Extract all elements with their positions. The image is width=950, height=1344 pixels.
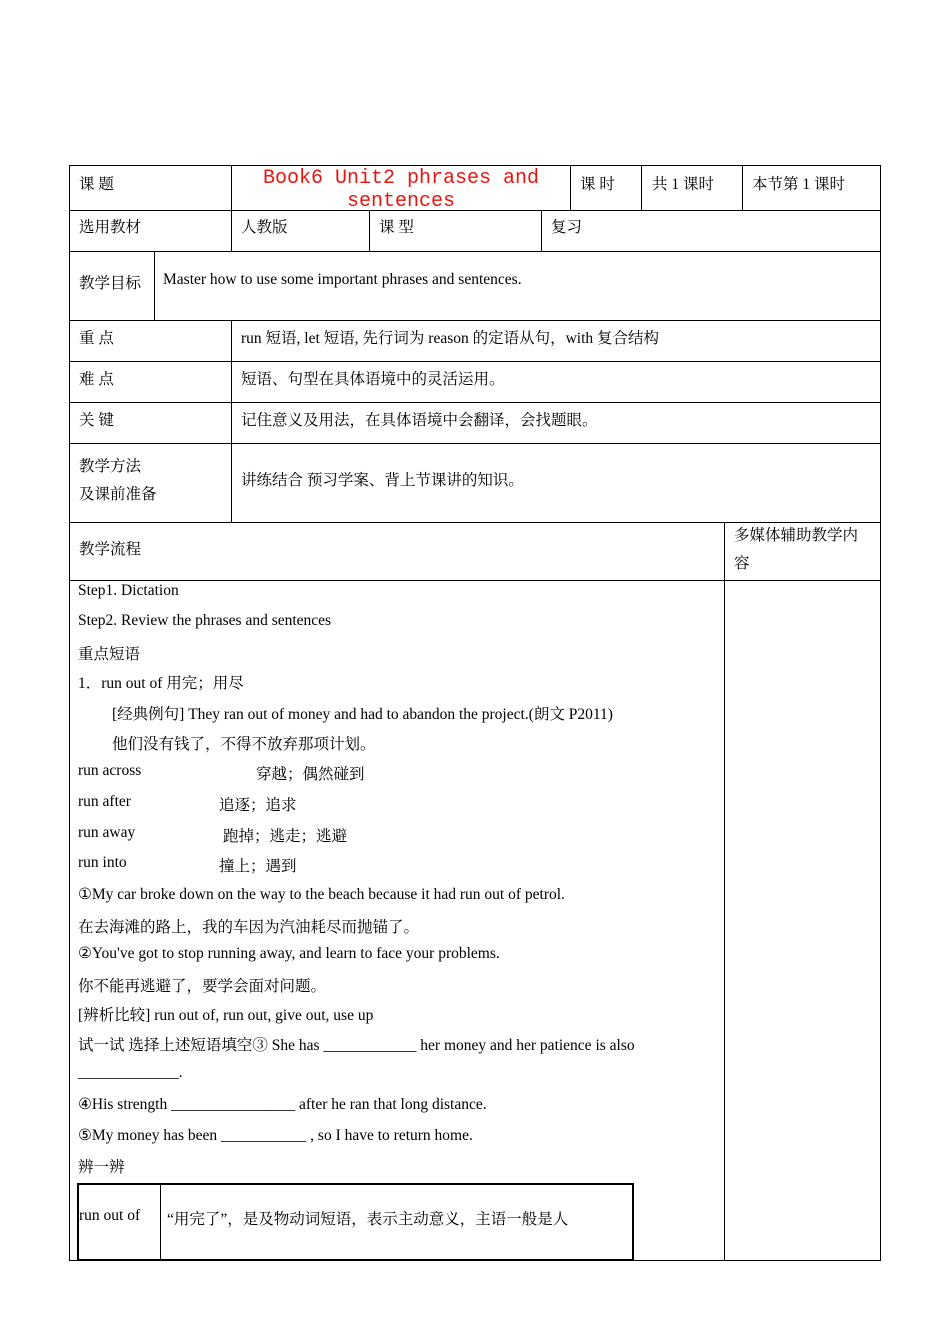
inner-table-border	[632, 1183, 634, 1261]
exercise-5: ⑤My money has been ___________ , so I have to return home.	[78, 1127, 473, 1144]
lesson-type-label: 课 型	[379, 219, 414, 236]
exercise-4: ④His strength ________________ after he ran that long distance.	[78, 1096, 487, 1113]
exercise-3-continued: _____________.	[78, 1064, 183, 1081]
table-border	[69, 402, 881, 403]
step1: Step1. Dictation	[78, 582, 179, 599]
difficult-label: 难 点	[79, 371, 114, 388]
lesson-title	[232, 167, 570, 213]
inner-table-border	[160, 1183, 161, 1261]
topic-label: 课 题	[79, 176, 114, 193]
method-value: 讲练结合 预习学案、背上节课讲的知识。	[241, 472, 524, 489]
table-border	[880, 165, 881, 1261]
current-period: 本节第 1 课时	[752, 176, 846, 193]
inner-table-term: run out of	[79, 1207, 141, 1224]
lesson-title-line2: sentences	[346, 190, 456, 213]
method-label-line1: 教学方法	[79, 458, 142, 475]
textbook-label: 选用教材	[79, 219, 142, 236]
method-label-line2: 及课前准备	[79, 486, 157, 503]
sentence-2-translation: 你不能再逃避了，要学会面对问题。	[78, 978, 327, 995]
exercise-3: 试一试 选择上述短语填空③ She has ____________ her money and her patience is also	[78, 1037, 635, 1054]
phrase-cn: 追逐；追求	[219, 797, 297, 814]
crux-label: 关 键	[79, 412, 114, 429]
phrase-en: run into	[78, 854, 127, 871]
distinguish-heading: 辨一辨	[78, 1159, 125, 1176]
compare-heading: [辨析比较] run out of, run out, give out, use up	[78, 1007, 374, 1024]
table-border	[541, 210, 542, 251]
phrase-item-1: 1．run out of 用完；用尽	[78, 675, 244, 692]
phrase-cn: 穿越；偶然碰到	[256, 766, 365, 783]
goal-label: 教学目标	[79, 275, 142, 292]
key-value: run 短语, let 短语, 先行词为 reason 的定语从句，with 复合结构	[241, 330, 660, 347]
process-label: 教学流程	[79, 541, 142, 558]
media-label-line2: 容	[734, 555, 750, 572]
sentence-2: ②You've got to stop running away, and learn to face your problems.	[78, 945, 500, 962]
inner-table-description: “用完了”，是及物动词短语，表示主动意义，主语一般是人	[167, 1211, 569, 1228]
table-border	[231, 320, 232, 522]
table-border	[69, 165, 881, 166]
crux-value: 记住意义及用法，在具体语境中会翻译，会找题眼。	[241, 412, 598, 429]
table-border	[154, 251, 155, 320]
difficult-value: 短语、句型在具体语境中的灵活运用。	[241, 371, 505, 388]
table-border	[69, 443, 881, 444]
table-border	[570, 165, 571, 210]
table-border	[69, 320, 881, 321]
media-label-line1: 多媒体辅助教学内	[734, 527, 859, 544]
phrase-cn: 跑掉；逃走；逃避	[223, 828, 348, 845]
table-border	[69, 165, 70, 1261]
goal-value: Master how to use some important phrases and sentences.	[163, 271, 522, 288]
phrase-cn: 撞上；遇到	[219, 858, 297, 875]
table-border	[641, 165, 642, 210]
step2: Step2. Review the phrases and sentences	[78, 612, 332, 629]
phrase-en: run across	[78, 762, 142, 779]
key-label: 重 点	[79, 330, 114, 347]
table-border	[69, 580, 881, 581]
table-border	[724, 522, 725, 1260]
lesson-title-line1: Book6 Unit2 phrases and	[262, 167, 540, 190]
phrase-en: run away	[78, 824, 136, 841]
table-border	[369, 210, 370, 251]
table-border	[69, 361, 881, 362]
key-phrases-heading: 重点短语	[78, 646, 141, 663]
table-border	[69, 251, 881, 252]
sentence-1: ①My car broke down on the way to the beach because it had run out of petrol.	[78, 886, 565, 903]
period-label: 课 时	[580, 176, 615, 193]
textbook-value: 人教版	[241, 219, 288, 236]
table-border	[742, 165, 743, 210]
example-translation: 他们没有钱了，不得不放弃那项计划。	[112, 736, 376, 753]
total-periods: 共 1 课时	[652, 176, 715, 193]
lesson-type-value: 复习	[551, 219, 583, 236]
phrase-en: run after	[78, 793, 131, 810]
example-sentence: [经典例句] They ran out of money and had to abandon the project.(朗文 P2011)	[112, 706, 613, 723]
sentence-1-translation: 在去海滩的路上，我的车因为汽油耗尽而抛锚了。	[78, 919, 420, 936]
